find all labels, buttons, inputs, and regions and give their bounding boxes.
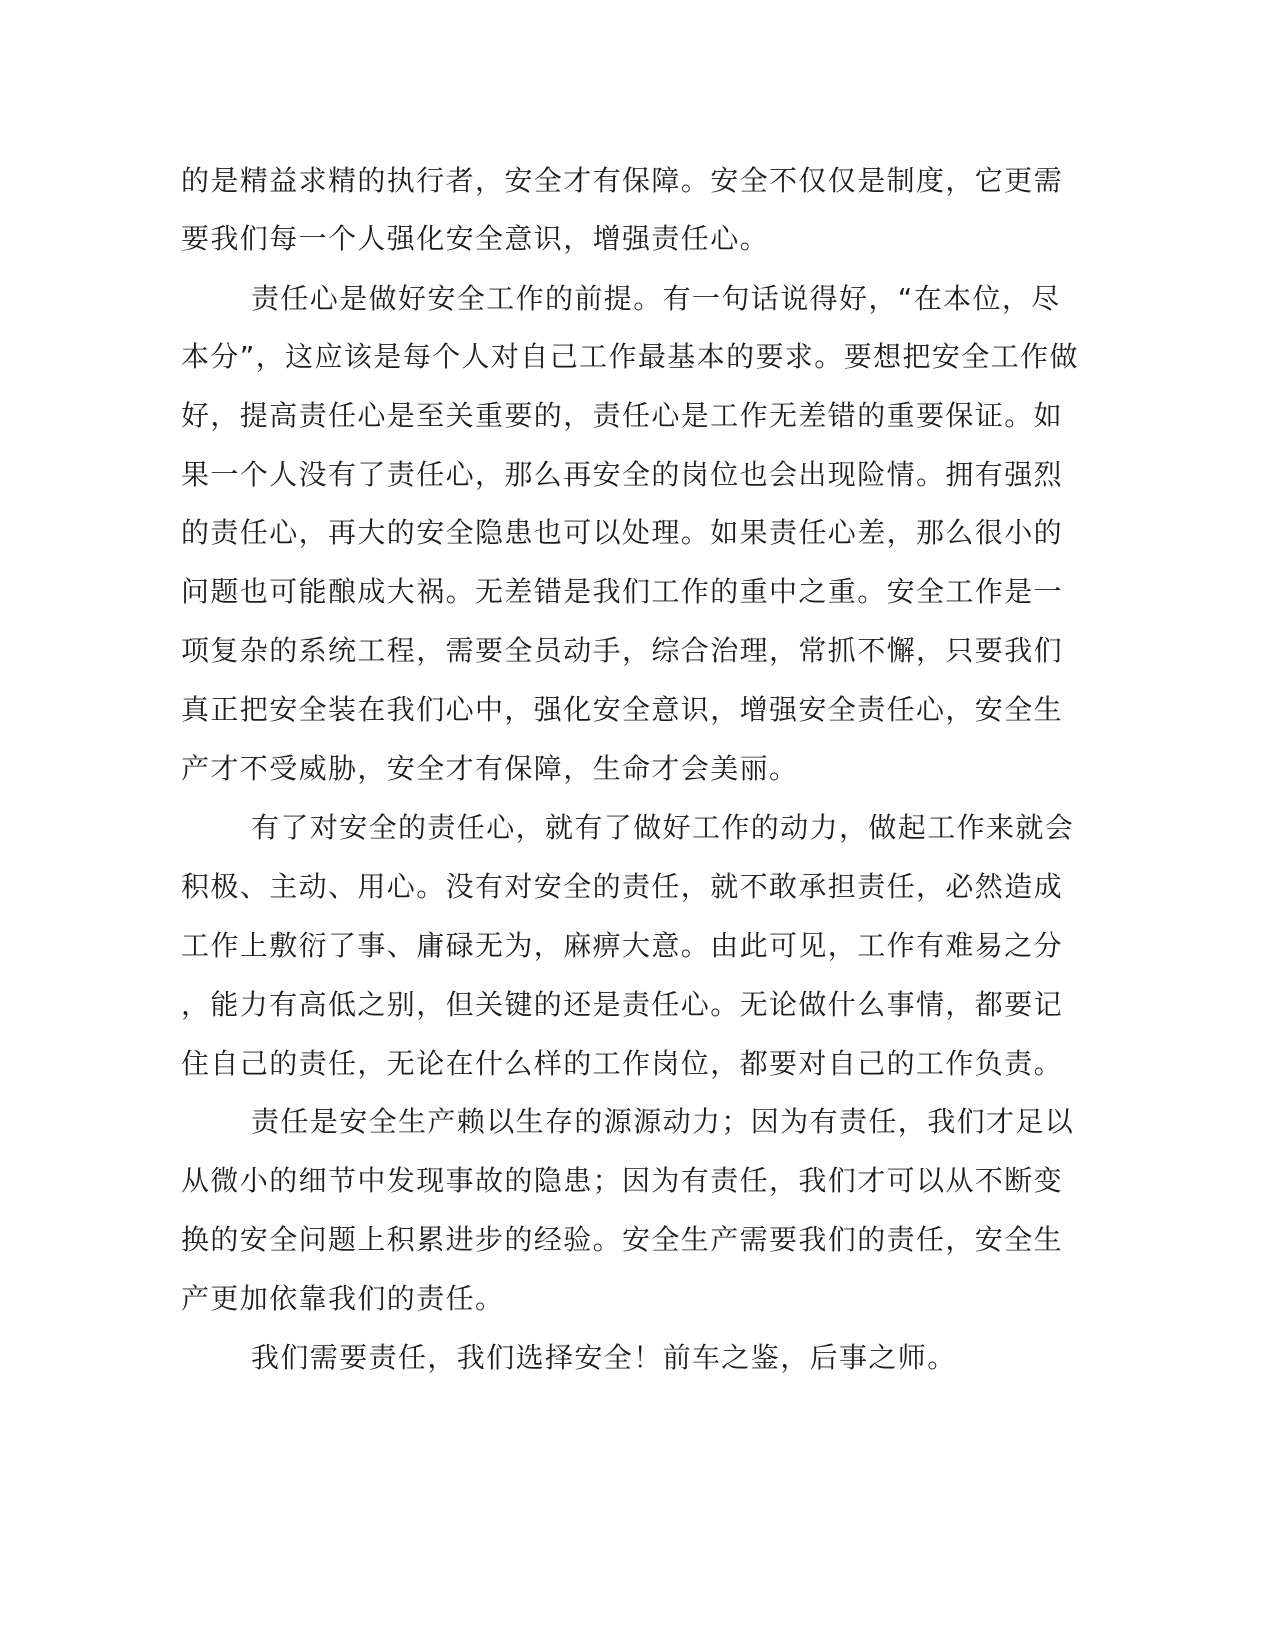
- text-line: 产才不受威胁，安全才有保障，生命才会美丽。: [181, 752, 799, 785]
- text-line: 责任心是做好安全工作的前提。有一句话说得好，“在本位，尽: [251, 282, 1061, 315]
- text-line: 产更加依靠我们的责任。: [181, 1282, 505, 1315]
- text-line: ，能力有高低之别，但关键的还是责任心。无论做什么事情，都要记: [181, 988, 1064, 1021]
- text-line: 的责任心，再大的安全隐患也可以处理。如果责任心差，那么很小的: [181, 516, 1064, 549]
- text-line: 工作上敷衍了事、庸碌无为，麻痹大意。由此可见，工作有难易之分: [181, 929, 1064, 962]
- text-line: 要我们每一个人强化安全意识，增强责任心。: [181, 222, 770, 255]
- text-line: 有了对安全的责任心，就有了做好工作的动力，做起工作来就会: [251, 811, 1075, 844]
- text-line: 果一个人没有了责任心，那么再安全的岗位也会出现险情。拥有强烈: [181, 458, 1064, 491]
- text-line: 真正把安全装在我们心中，强化安全意识，增强安全责任心，安全生: [181, 693, 1064, 726]
- text-line: 住自己的责任，无论在什么样的工作岗位，都要对自己的工作负责。: [181, 1047, 1064, 1080]
- text-line: 积极、主动、用心。没有对安全的责任，就不敢承担责任，必然造成: [181, 870, 1064, 903]
- text-line: 从微小的细节中发现事故的隐患；因为有责任，我们才可以从不断变: [181, 1164, 1064, 1197]
- text-line: 换的安全问题上积累进步的经验。安全生产需要我们的责任，安全生: [181, 1223, 1064, 1256]
- text-line: 本分”，这应该是每个人对自己工作最基本的要求。要想把安全工作做: [181, 340, 1079, 373]
- text-line: 责任是安全生产赖以生存的源源动力；因为有责任，我们才足以: [251, 1105, 1075, 1138]
- text-line: 我们需要责任，我们选择安全！前车之鉴，后事之师。: [251, 1341, 957, 1374]
- text-line: 问题也可能酿成大祸。无差错是我们工作的重中之重。安全工作是一: [181, 575, 1064, 608]
- text-line: 的是精益求精的执行者，安全才有保障。安全不仅仅是制度，它更需: [181, 164, 1064, 197]
- text-line: 项复杂的系统工程，需要全员动手，综合治理，常抓不懈，只要我们: [181, 634, 1064, 667]
- text-line: 好，提高责任心是至关重要的，责任心是工作无差错的重要保证。如: [181, 399, 1064, 432]
